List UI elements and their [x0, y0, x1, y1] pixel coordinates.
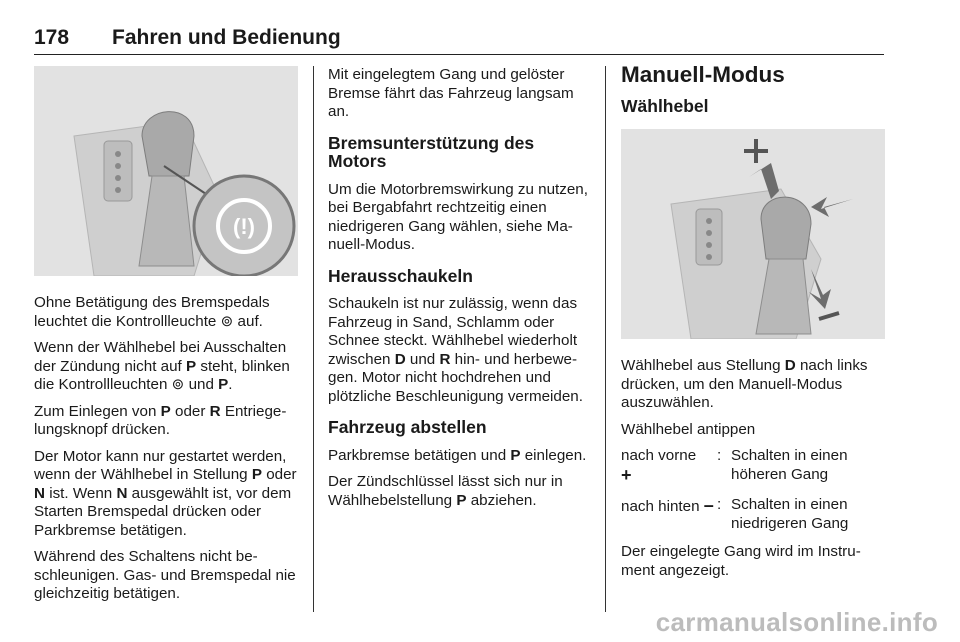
brake-warning-icon: ⊚: [171, 376, 185, 393]
column-divider: [605, 66, 606, 612]
brake-warning-icon: ⊚: [220, 312, 234, 330]
subheading: Wählhebel: [621, 95, 709, 116]
paragraph: Ohne Betätigung des Bremspedals leuchtet die Kontrollleuchte ⊚ auf.: [34, 294, 270, 330]
paragraph: Schaukeln ist nur zulässig, wenn das Fahrzeug in Sand, Schlamm oder Schnee steckt. Wählhebel wiederholt zwischen D und R hin- und herbewegen. Motor nicht hochdrehen und plötzliche Beschleunigung vermeiden.: [328, 295, 583, 405]
paragraph: Wählhebel antippen: [621, 420, 756, 438]
running-title: Fahren und Bedienung: [112, 26, 341, 49]
column-3: [621, 62, 887, 588]
paragraph: Mit eingelegtem Gang und gelöster Bremse fährt das Fahrzeug langsam an.: [328, 66, 574, 120]
gear-lever-illustration: [34, 66, 298, 276]
section-heading: Bremsunterstützung des Motors: [328, 132, 535, 171]
watermark: carmanualsonline.info: [655, 607, 938, 637]
gear-lever-park-figure: [34, 66, 298, 276]
paragraph: Wenn der Wählhebel bei Ausschalten der Zündung nicht auf P steht, blinken die Kontrollleuchten ⊚ und P.: [34, 339, 290, 393]
paragraph: Der Zündschlüssel lässt sich nur in Wählhebelstellung P abziehen.: [328, 473, 563, 509]
chapter-heading: Manuell-Modus: [621, 62, 785, 87]
column-divider: [313, 66, 314, 612]
paragraph: Während des Schaltens nicht beschleunigen. Gas- und Bremspedal nie gleichzeitig betätigen.: [34, 548, 296, 602]
page-number: 178: [34, 26, 70, 49]
paragraph: Der eingelegte Gang wird im Instrument angezeigt.: [621, 543, 861, 579]
section-heading: Fahrzeug abstellen: [328, 417, 487, 437]
plus-icon: +: [621, 464, 632, 485]
paragraph: Um die Motorbremswirkung zu nutzen, bei Bergabfahrt rechtzeitig einen niedrigeren Gang wählen, siehe Manuell-Modus.: [328, 180, 588, 253]
shift-instruction-row: nach vorne + : Schalten in einen höheren Gang: [621, 447, 848, 485]
manual-mode-figure: [621, 129, 885, 339]
paragraph: Zum Einlegen von P oder R Entriegelungsknopf drücken.: [34, 402, 287, 438]
paragraph: Wählhebel aus Stellung D nach links drücken, um den Manuell-Modus auszuwählen.: [621, 357, 868, 411]
manual-shift-illustration: [621, 129, 885, 339]
minus-icon: –: [703, 495, 714, 515]
column-2: [328, 66, 592, 518]
svg-text:(!): (!): [233, 214, 255, 239]
shift-instruction-row: nach hinten – : Schalten in einen niedrigeren Gang: [621, 495, 849, 532]
column-1: [34, 66, 300, 612]
section-heading: Herausschaukeln: [328, 265, 473, 286]
page-header: [34, 26, 884, 55]
paragraph: Parkbremse betätigen und P einlegen.: [328, 446, 587, 464]
paragraph: Der Motor kann nur gestartet werden, wenn der Wählhebel in Stellung P oder N ist. Wenn N ausgewählt ist, vor dem Starten Bremspedal drücken oder Parkbremse betätigen.: [34, 447, 297, 539]
